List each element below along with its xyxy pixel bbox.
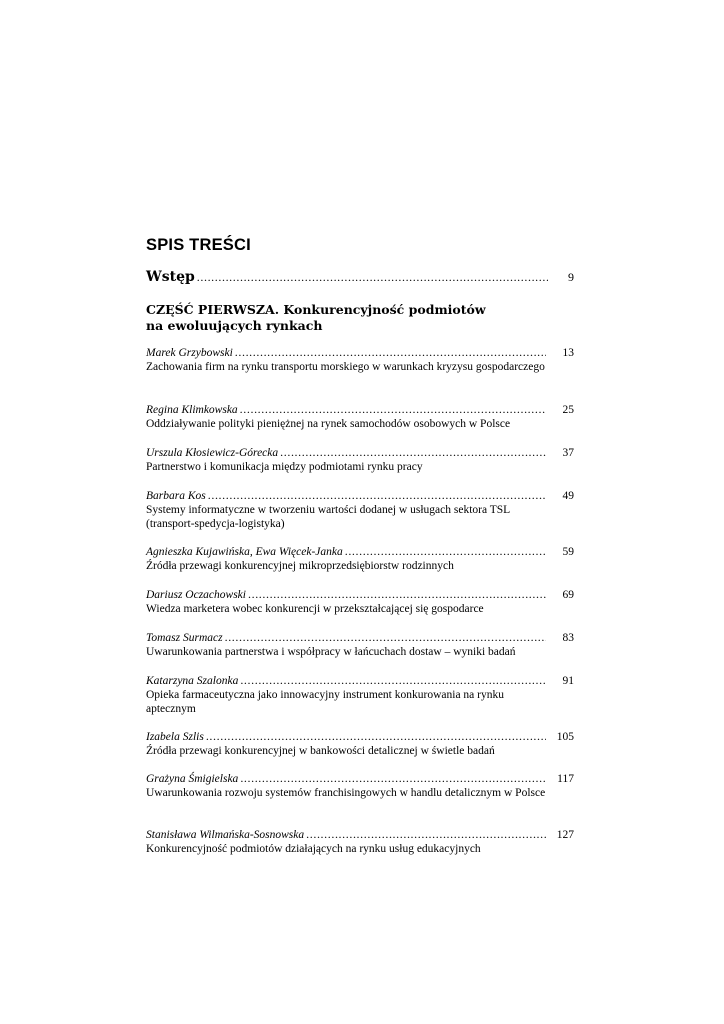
entry-title: Opieka farmaceutyczna jako innowacyjny instrument konkurowania na rynku aptecznym	[146, 689, 504, 715]
toc-entry	[146, 587, 574, 616]
entry-author: Izabela Szlis	[146, 731, 204, 743]
entry-author: Urszula Kłosiewicz-Górecka	[146, 447, 279, 459]
entry-page: 13	[562, 347, 574, 359]
dot-leader	[206, 729, 546, 743]
entry-title: Źródła przewagi konkurencyjnej mikroprzedsiębiorstw rodzinnych	[146, 560, 454, 572]
toc-entry	[146, 544, 574, 573]
dot-leader	[248, 587, 546, 601]
entry-title: Partnerstwo i komunikacja między podmiotami rynku pracy	[146, 461, 423, 473]
entry-author: Regina Klimkowska	[146, 404, 238, 416]
entry-title: Uwarunkowania rozwoju systemów franchisingowych w handlu detalicznym w Polsce	[146, 787, 546, 799]
entry-author: Dariusz Oczachowski	[146, 589, 246, 601]
dot-leader	[306, 827, 546, 841]
toc-heading: SPIS TREŚCI	[146, 236, 251, 254]
toc-entry	[146, 630, 574, 659]
dot-leader	[280, 445, 546, 459]
entry-author: Marek Grzybowski	[146, 347, 233, 359]
dot-leader	[240, 771, 546, 785]
dot-leader	[235, 345, 546, 359]
toc-entry	[146, 445, 574, 474]
toc-intro-page: 9	[568, 270, 574, 284]
entry-title: Uwarunkowania partnerstwa i współpracy w łańcuchach dostaw – wyniki badań	[146, 646, 516, 658]
entry-title: Systemy informatyczne w tworzeniu wartości dodanej w usługach sektora TSL (transport-spedycja-logistyka)	[146, 504, 510, 530]
entry-page: 83	[562, 632, 574, 644]
entry-author: Tomasz Surmacz	[146, 632, 223, 644]
entry-page: 91	[562, 675, 574, 687]
entry-author: Barbara Kos	[146, 490, 206, 502]
toc-entry	[146, 402, 574, 431]
toc-entry	[146, 729, 574, 758]
entry-author: Stanisława Wilmańska-Sosnowska	[146, 829, 305, 841]
part-heading-line1: CZĘŚĆ PIERWSZA. Konkurencyjność podmiotów	[146, 302, 486, 317]
dot-leader	[345, 544, 546, 558]
entry-title: Konkurencyjność podmiotów działających na rynku usług edukacyjnych	[146, 843, 481, 855]
toc-entry	[146, 488, 574, 531]
entry-author: Agnieszka Kujawińska, Ewa Więcek-Janka	[146, 546, 343, 558]
entry-page: 25	[562, 404, 574, 416]
entry-page: 69	[562, 589, 574, 601]
entry-page: 49	[562, 490, 574, 502]
toc-entry	[146, 827, 574, 856]
toc-intro-row	[146, 269, 574, 285]
toc-intro-label: Wstęp	[146, 269, 195, 285]
dot-leader	[240, 673, 546, 687]
entry-title: Wiedza marketera wobec konkurencji w przekształcającej się gospodarce	[146, 603, 484, 615]
toc-entry	[146, 345, 574, 374]
entry-author: Grażyna Śmigielska	[146, 773, 239, 785]
entry-title: Oddziaływanie polityki pieniężnej na rynek samochodów osobowych w Polsce	[146, 418, 511, 430]
dot-leader	[225, 630, 546, 644]
entry-title: Źródła przewagi konkurencyjnej w bankowości detalicznej w świetle badań	[146, 745, 495, 757]
entry-page: 59	[562, 546, 574, 558]
dot-leader	[208, 488, 546, 502]
toc-entry	[146, 673, 574, 716]
entry-page: 105	[556, 731, 574, 743]
entry-title: Zachowania firm na rynku transportu morskiego w warunkach kryzysu gospodarczego	[146, 361, 545, 373]
part-heading	[146, 302, 486, 334]
dot-leader	[197, 270, 548, 285]
entry-page: 127	[556, 829, 574, 841]
entry-page: 117	[557, 773, 574, 785]
entry-author: Katarzyna Szalonka	[146, 675, 239, 687]
entry-page: 37	[562, 447, 574, 459]
dot-leader	[240, 402, 546, 416]
toc-entry	[146, 771, 574, 800]
part-heading-line2: na ewoluujących rynkach	[146, 318, 323, 333]
